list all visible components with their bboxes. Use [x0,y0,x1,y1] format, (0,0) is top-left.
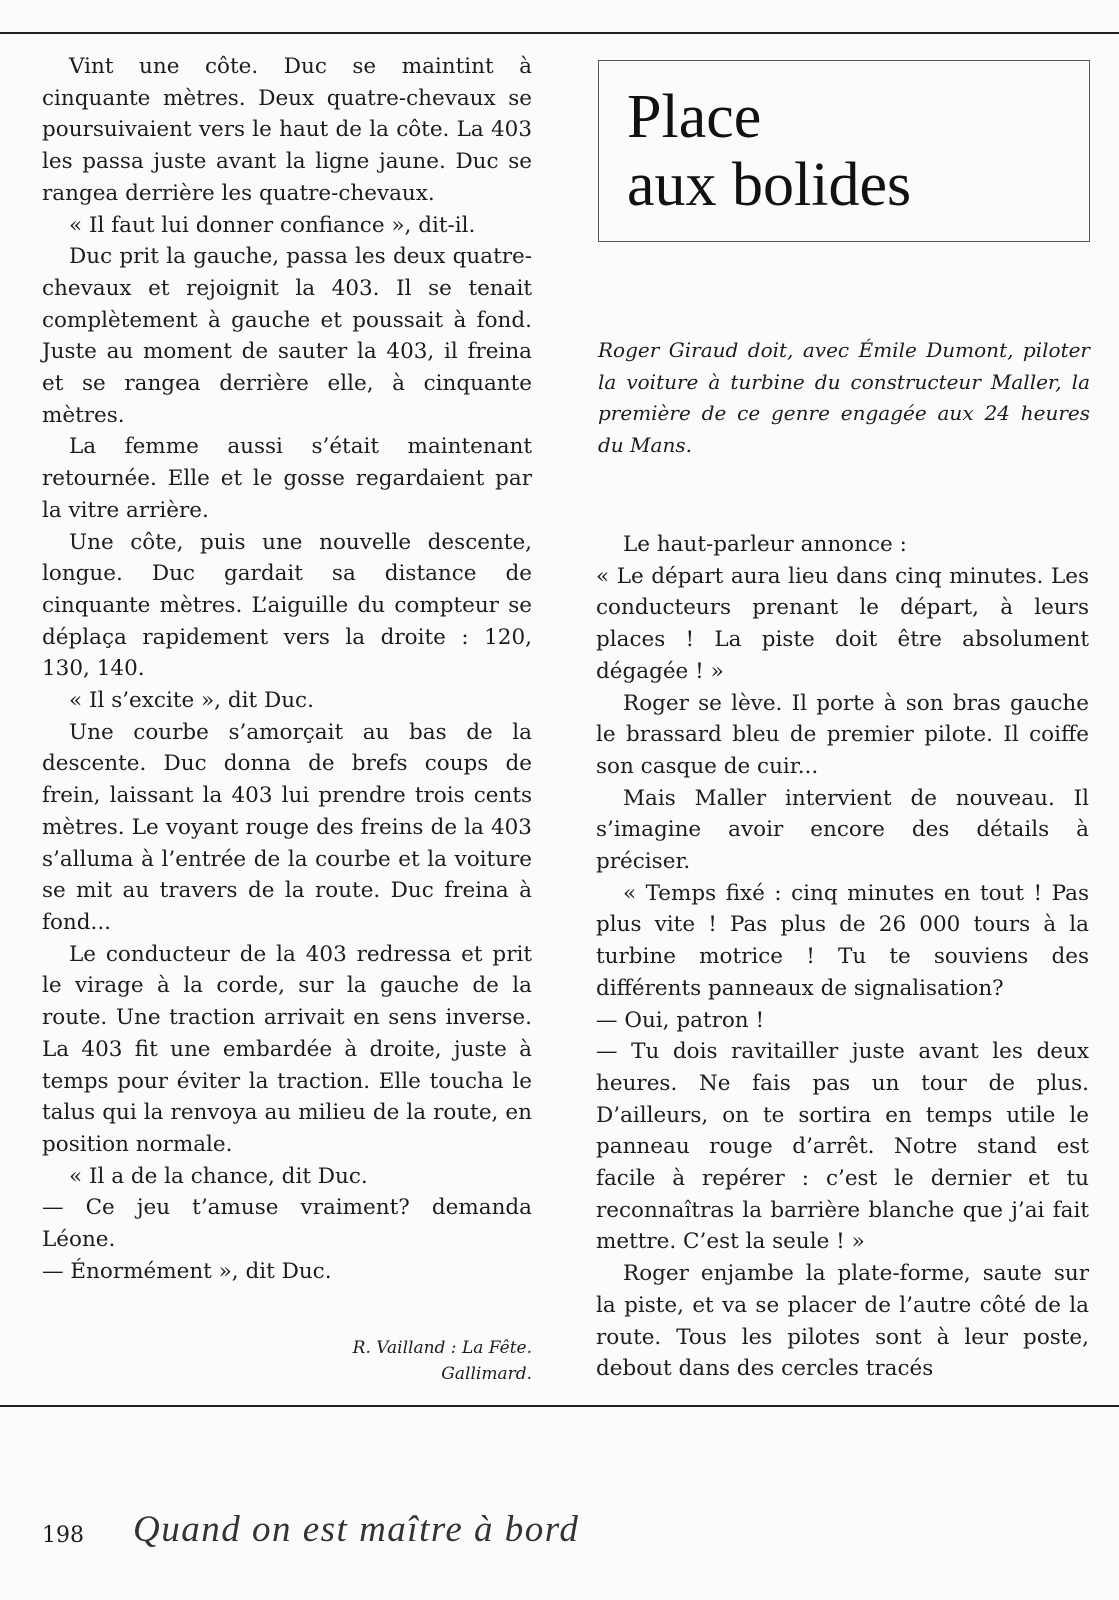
paragraph: Le conducteur de la 403 redressa et prit le virage à la corde, sur la gauche de la route. Une traction arrivait en sens inverse. La 403 fit une embardée à droite, juste à temps pour éviter la traction. Elle toucha le talus qui la renvoya au milieu de la route, en position normale. [42,941,532,1157]
top-rule [0,32,1119,34]
paragraph: « Il s’excite », dit Duc. [69,688,314,714]
paragraph: Vint une côte. Duc se maintint à cinquante mètres. Deux quatre-chevaux se poursuivaient vers le haut de la côte. La 403 les passa juste avant la ligne jaune. Duc se rangea derrière les quatre-chevaux. [42,54,532,206]
source-citation [42,1335,532,1387]
paragraph: Une courbe s’amorçait au bas de la descente. Duc donna de brefs coups de frein, laissant la 403 lui prendre trois cents mètres. Le voyant rouge des freins de la 403 s’alluma à l’entrée de la courbe et la voiture se mit au travers de la route. Duc freina à fond... [42,719,532,935]
paragraph: — Ce jeu t’amuse vraiment? demanda Léone. [42,1195,532,1253]
running-head: Quand on est maître à bord [133,1509,580,1550]
chapter-title-line: aux bolides [627,151,912,219]
paragraph: — Énormément », dit Duc. [42,1258,332,1284]
left-column-text [42,51,532,1287]
chapter-intro: Roger Giraud doit, avec Émile Dumont, piloter la voiture à turbine du constructeur Maller, la première de ce genre engagée aux 24 heures du Mans. [598,338,1090,457]
paragraph: Roger enjambe la plate-forme, saute sur la piste, et va se placer de l’autre côté de la route. Tous les pilotes sont à leur poste, debout dans des cercles tracés [596,1261,1089,1382]
paragraph: « Le départ aura lieu dans cinq minutes. Les conducteurs prenant le départ, à leurs places ! La piste doit être absolument dégagée ! » [596,563,1089,684]
source-publisher: Gallimard. [441,1364,532,1384]
paragraph: Roger se lève. Il porte à son bras gauche le brassard bleu de premier pilote. Il coiffe son casque de cuir... [596,690,1089,779]
paragraph: — Tu dois ravitailler juste avant les deux heures. Ne fais pas un tour de plus. D’ailleurs, on te sortira en temps utile le panneau rouge d’arrêt. Notre stand est facile à repérer : c’est le dernier et tu reconnaîtras la barrière blanche que j’ai fait mettre. C’est la seule ! » [596,1039,1089,1255]
paragraph: La femme aussi s’était maintenant retournée. Elle et le gosse regardaient par la vitre arrière. [42,434,532,523]
paragraph: — Oui, patron ! [596,1007,765,1033]
paragraph: Le haut-parleur annonce : [623,532,907,557]
right-column-text [596,529,1089,1385]
paragraph: Une côte, puis une nouvelle descente, longue. Duc gardait sa distance de cinquante mètres. L’aiguille du compteur se déplaça rapidement vers la droite : 120, 130, 140. [42,529,532,682]
chapter-title [627,83,911,219]
paragraph: « Temps fixé : cinq minutes en tout ! Pas plus vite ! Pas plus de 26 000 tours à la turbine motrice ! Tu te souviens des différents panneaux de signalisation? [596,880,1089,1001]
paragraph: Duc prit la gauche, passa les deux quatre-chevaux et rejoignit la 403. Il se tenait complètement à gauche et poussait à fond. Juste au moment de sauter la 403, il freina et se rangea derrière elle, à cinquante mètres. [42,244,532,428]
paragraph: Mais Maller intervient de nouveau. Il s’imagine avoir encore des détails à préciser. [596,785,1089,875]
page-number: 198 [42,1523,84,1548]
paragraph: « Il faut lui donner confiance », dit-il. [69,212,476,238]
paragraph: « Il a de la chance, dit Duc. [69,1163,368,1189]
chapter-title-line: Place [627,83,762,151]
chapter-title-box [598,60,1090,242]
bottom-rule [0,1405,1119,1407]
source-author-title: R. Vailland : La Fête. [352,1338,532,1358]
